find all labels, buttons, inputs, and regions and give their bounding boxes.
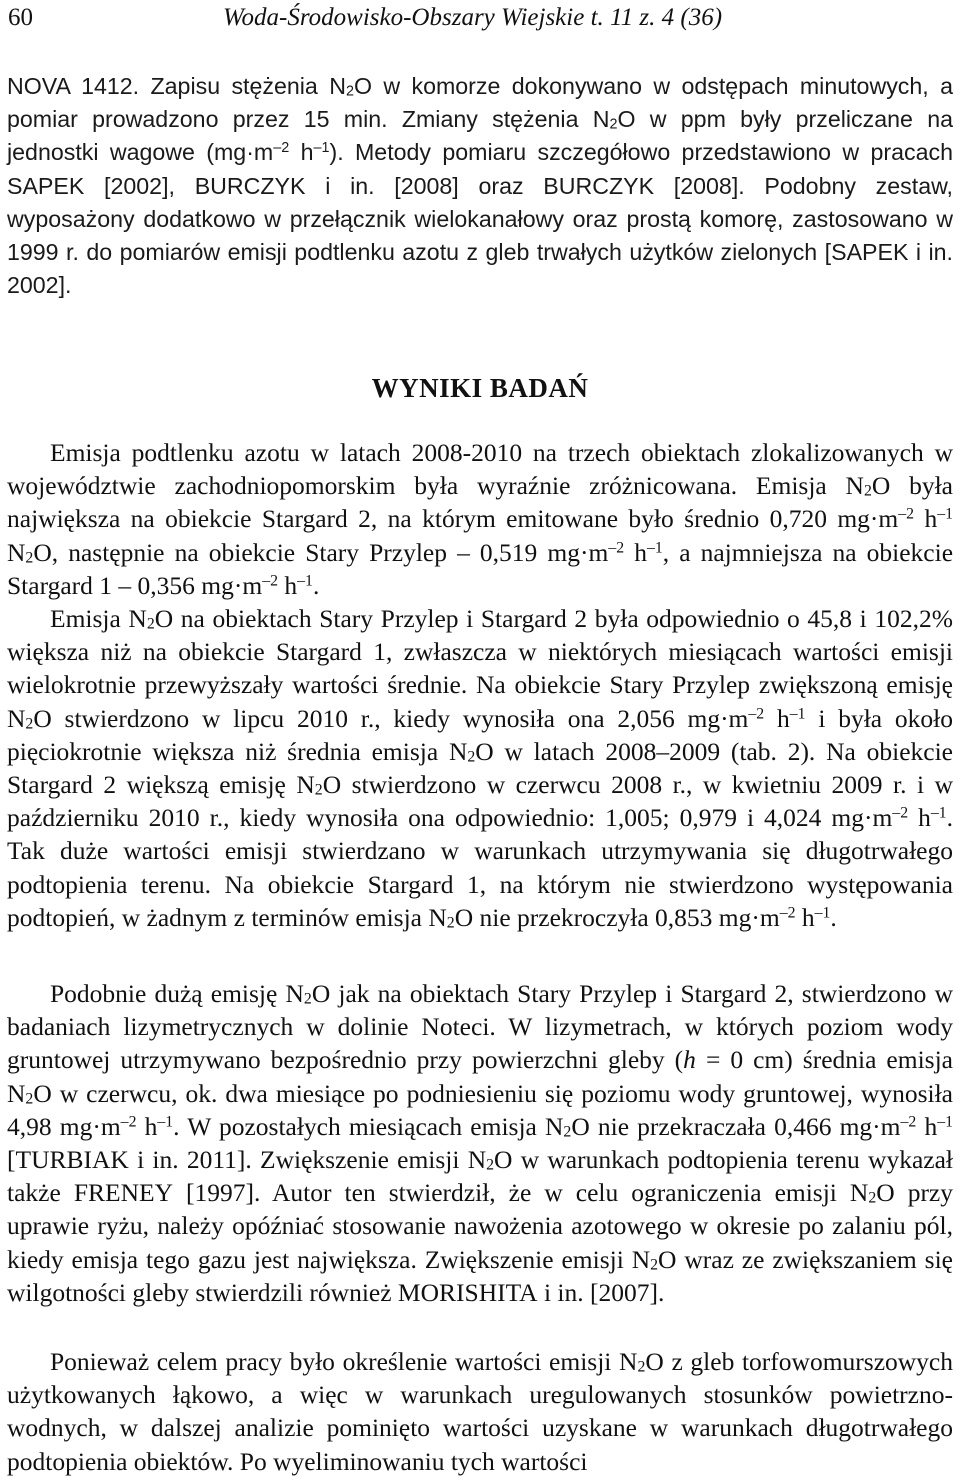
citation: TURBIAK [15,1145,129,1175]
citation: SAPEK [831,239,909,266]
paragraph-results-4: Ponieważ celem pracy było określenie wartości emisji $N_2O$ z gleb torfowomurszowych użytkowanych łąkowo, a więc w warunkach uregulowanych stosunków powietrzno-wodnych, w dalszej analizie pominięto wartości uzyskane w warunkach długotrwałego podtopienia obiektów. Po wyeliminowaniu tych wartości [7,1347,954,1476]
paragraph-results-2: Emisja $N_2O$ na obiektach Stary Przylep i Stargard 2 była odpowiednio o 45,8 i 102,2% większa niż na obiekcie Stargard 1, zwłaszcza w niektórych miesiącach wartości emisji wielokrotnie przewyższały wartości średnie. Na obiekcie Stary Przylep zwiększoną emisję $N_2O$ stwierdzono w lipcu 2010 r., kiedy wynosiła ona 2,056 $mg\cdot m^{-2}$ $h^{-1}$ i była około pięciokrotnie większa niż średnia emisja $N_2O$ w latach 2008–2009 (tab. 2). Na obiekcie Stargard 2 większą emisję $N_2O$ stwierdzono w czerwcu 2008 r., w kwietniu 2009 r. i w październiku 2010 r., kiedy wynosiła ona odpowiednio: 1,005; 0,979 i 4,024 $mg\cdot m^{-2}$ $h^{-1}$. Tak duże wartości emisji stwierdzano w warunkach utrzymywania się długotrwałego podtopienia terenu. Na obiekcie Stargard 1, na którym nie stwierdzono występowania podtopień, w żadnym z terminów emisja $N_2O$ nie przekroczyła 0,853 $mg\cdot m^{-2}$ $h^{-1}$. [7,604,954,932]
section-heading: WYNIKI BADAŃ [371,373,589,403]
page-number: 60 [8,4,33,31]
citation: BURCZYK [543,172,655,199]
paragraph-results-1: Emisja podtlenku azotu w latach 2008-2010 na trzech obiektach zlokalizowanych w województwie zachodniopomorskim była wyraźnie zróżnicowana. Emisja $N_2O$ była największa na obiekcie Stargard 2, na którym emitowane było średnio 0,720 $mg\cdot m^{-2}$ $h^{-1}$ $N_2O$, następnie na obiekcie Stary Przylep – 0,519 $mg\cdot m^{-2}$ $h^{-1}$, a najmniejsza na obiekcie Stargard 1 – 0,356 $mg\cdot m^{-2}$ $h^{-1}$. [7,438,954,600]
paragraph-results-3: Podobnie dużą emisję $N_2O$ jak na obiektach Stary Przylep i Stargard 2, stwierdzono w badaniach lizymetrycznych w dolinie Noteci. W lizymetrach, w których poziom wody gruntowej utrzymywano bezpośrednio przy powierzchni gleby (h = 0 cm) średnia emisja $N_2O$ w czerwcu, ok. dwa miesiące po podniesieniu się poziomu wody gruntowej, wynosiła 4,98 $mg\cdot m^{-2}$ $h^{-1}$. W pozostałych miesiącach emisja $N_2O$ nie przekraczała 0,466 $mg\cdot m^{-2}$ $h^{-1}$ [TURBIAK i in. 2011]. Zwiększenie emisji $N_2O$ w warunkach podtopienia terenu wykazał także FRENEY [1997]. Autor ten stwierdził, że w celu ograniczenia emisji $N_2O$ przy uprawie ryżu, należy opóźniać stosowanie nawożenia azotowego w okresie po zalaniu pól, kiedy emisja tego gazu jest największa. Zwiększenie emisji $N_2O$ wraz ze zwiększaniem się wilgotności gleby stwierdzili również MORISHITA i in. [2007]. [7,979,954,1307]
paragraph-methods: NOVA 1412. Zapisu stężenia $N_2O$ w komorze dokonywano w odstępach minutowych, a pomiar prowadzono przez 15 min. Zmiany stężenia $N_2O$ w ppm były przeliczane na jednostki wagowe ($mg\cdot m^{-2}$ $h^{-1}$). Metody pomiaru szczegółowo przedstawiono w pracach SAPEK [2002], BURCZYK i in. [2008] oraz BURCZYK [2008]. Podobny zestaw, wyposażony dodatkowo w przełącznik wielokanałowy oraz prostą komorę, zastosowano w 1999 r. do pomiarów emisji podtlenku azotu z gleb trwałych użytków zielonych [SAPEK i in. 2002]. [7,73,954,299]
citation: MORISHITA [397,1277,538,1307]
running-header: Woda-Środowisko-Obszary Wiejskie t. 11 z. 4 (36) [223,4,723,31]
citation: BURCZYK [194,172,306,199]
citation: SAPEK [7,172,85,199]
citation: FRENEY [73,1178,174,1208]
